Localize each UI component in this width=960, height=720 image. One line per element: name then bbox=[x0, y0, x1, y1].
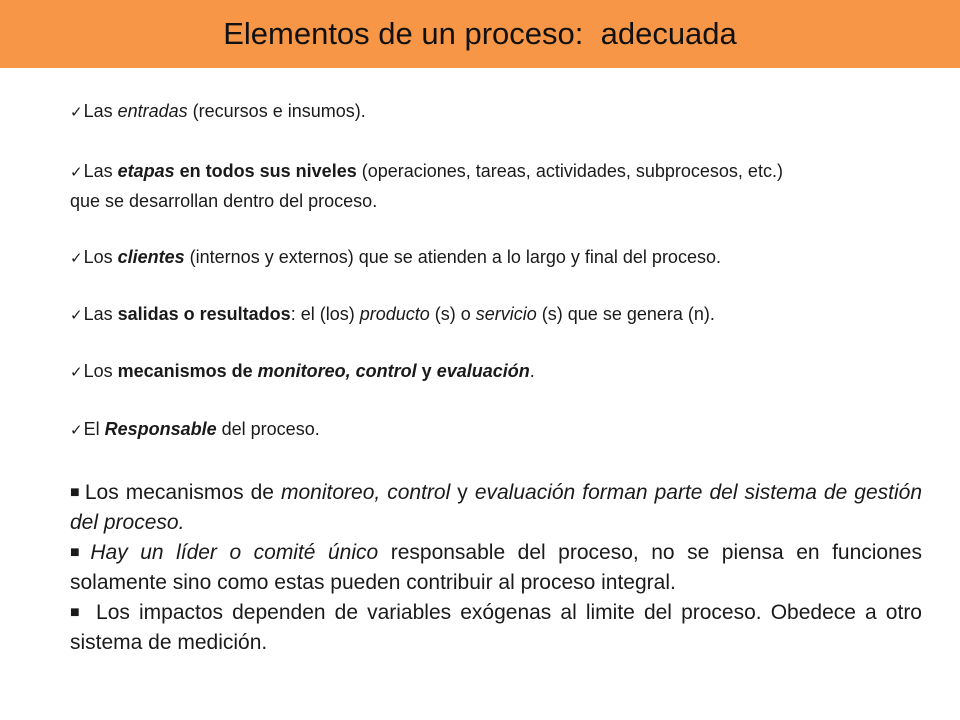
bullet-item-impactos bbox=[70, 598, 922, 658]
checkmark-icon: ✓ bbox=[70, 307, 83, 324]
checkmark-icon: ✓ bbox=[70, 250, 83, 267]
item-text: (operaciones, tareas, actividades, subprocesos, etc.) bbox=[356, 161, 783, 181]
item-emphasis: evaluación forman parte del sistema de gestión del proceso. bbox=[70, 481, 922, 534]
bullet-list bbox=[70, 478, 922, 658]
checklist-item-mecanismos bbox=[70, 357, 870, 387]
bullet-item-mecanismos bbox=[70, 478, 922, 538]
item-text: que se desarrollan dentro del proceso. bbox=[70, 191, 378, 211]
checklist-item-responsable bbox=[70, 415, 870, 445]
square-bullet-icon: ■ bbox=[70, 604, 83, 621]
item-text: (s) o bbox=[429, 304, 476, 324]
item-text: : el (los) bbox=[290, 304, 360, 324]
item-emphasis: en todos sus niveles bbox=[174, 161, 357, 181]
checklist-item-entradas bbox=[70, 97, 870, 127]
item-emphasis: clientes bbox=[117, 247, 185, 267]
checkmark-icon: ✓ bbox=[70, 104, 83, 121]
item-text: Las bbox=[83, 161, 118, 181]
square-bullet-icon: ■ bbox=[70, 484, 81, 501]
item-text: Los bbox=[83, 361, 118, 381]
checkmark-icon: ✓ bbox=[70, 422, 83, 439]
square-bullet-icon: ■ bbox=[70, 544, 87, 561]
item-text: Los mecanismos de bbox=[84, 481, 281, 504]
item-text: del proceso. bbox=[216, 419, 320, 439]
item-emphasis: y bbox=[416, 361, 437, 381]
checkmark-icon: ✓ bbox=[70, 164, 83, 181]
item-text: Los impactos dependen de variables exógenas al limite del proceso. Obedece a otro sistema de medición. bbox=[70, 601, 922, 654]
checklist-item-clientes bbox=[70, 243, 870, 273]
item-emphasis: mecanismos de bbox=[117, 361, 258, 381]
item-emphasis: producto bbox=[359, 304, 430, 324]
item-emphasis: entradas bbox=[117, 101, 188, 121]
item-emphasis: etapas bbox=[117, 161, 175, 181]
item-emphasis: Hay un líder o comité único bbox=[90, 541, 379, 564]
checklist-item-etapas bbox=[70, 157, 870, 215]
item-text: (internos y externos) que se atienden a lo largo y final del proceso. bbox=[184, 247, 721, 267]
item-text: responsable del proceso, no se piensa en funciones solamente sino como estas pueden contribuir al proceso integral. bbox=[70, 541, 922, 594]
item-text: y bbox=[450, 481, 475, 504]
slide-title: Elementos de un proceso: adecuada bbox=[223, 16, 737, 51]
checklist-item-salidas bbox=[70, 300, 870, 330]
item-emphasis: monitoreo, control bbox=[257, 361, 417, 381]
item-emphasis: evaluación bbox=[436, 361, 530, 381]
item-text: (s) que se genera (n). bbox=[536, 304, 715, 324]
checkmark-icon: ✓ bbox=[70, 364, 83, 381]
item-text: (recursos e insumos). bbox=[187, 101, 366, 121]
item-text: Las bbox=[83, 304, 118, 324]
item-text: El bbox=[83, 419, 105, 439]
item-text: Las bbox=[83, 101, 118, 121]
item-emphasis: servicio bbox=[475, 304, 537, 324]
title-bar bbox=[0, 0, 960, 68]
item-emphasis: salidas o resultados bbox=[117, 304, 291, 324]
bullet-item-lider bbox=[70, 538, 922, 598]
item-emphasis: Responsable bbox=[104, 419, 217, 439]
item-emphasis: monitoreo, control bbox=[281, 481, 451, 504]
item-text: Los bbox=[83, 247, 118, 267]
item-text: . bbox=[529, 361, 535, 381]
